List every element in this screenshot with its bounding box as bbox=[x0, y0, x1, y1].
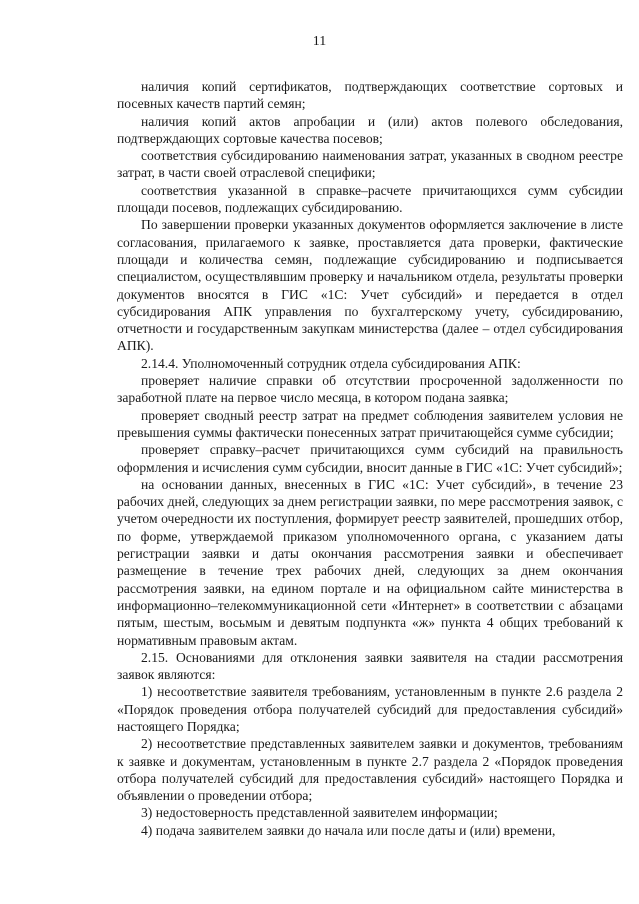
list-item: 4) подача заявителем заявки до начала или после даты и (или) времени, bbox=[141, 822, 556, 838]
list-item: 1) несоответствие заявителя требованиям, установленным в пункте 2.6 раздела 2 «Порядок проведения отбора получателей субсидий для предоставления субсидий» настоящего Порядка; bbox=[117, 684, 623, 734]
document-body bbox=[117, 78, 623, 839]
list-item: 3) недостоверность представленной заявителем информации; bbox=[141, 805, 498, 821]
paragraph: проверяет сводный реестр затрат на предмет соблюдения заявителем условия не превышения суммы фактически понесенных затрат причитающейся сумме субсидии; bbox=[117, 407, 623, 440]
paragraph: на основании данных, внесенных в ГИС «1С: Учет субсидий», в течение 23 рабочих дней, следующих за днем регистрации заявки, по мере рассмотрения заявок, с учетом очередности их поступления, формирует реестр заявителей, прошедших отбор, по форме, утверждаемой приказом уполномоченного органа, с указанием даты регистрации заявки и даты окончания рассмотрения заявки и обеспечивает размещение в течение трех рабочих дней, следующих за днем окончания рассмотрения заявки, на едином портале и на официальном сайте министерства в информационно–телекоммуникационной сети «Интернет» в соответствии с абзацами пятым, шестым, восьмым и девятым подпункта «ж» пункта 4 общих требований к нормативным правовым актам. bbox=[117, 476, 623, 648]
section-heading: 2.14.4. Уполномоченный сотрудник отдела субсидирования АПК: bbox=[141, 355, 521, 371]
list-item: 2) несоответствие представленных заявителем заявки и документов, требованиям к заявке и документам, установленным в пункте 2.7 раздела 2 «Порядок проведения отбора получателей субсидий для предоставления субсидий» настоящего Порядка и объявлении о проведении отбора; bbox=[117, 736, 623, 804]
paragraph: проверяет справку–расчет причитающихся сумм субсидий на правильность оформления и исчисления сумм субсидии, вносит данные в ГИС «1С: Учет субсидий»; bbox=[117, 442, 623, 475]
paragraph: соответствия указанной в справке–расчете причитающихся сумм субсидии площади посевов, подлежащих субсидированию. bbox=[117, 182, 623, 216]
paragraph: проверяет наличие справки об отсутствии просроченной задолженности по заработной плате на первое число месяца, в котором подана заявка; bbox=[117, 373, 623, 406]
paragraph: По завершении проверки указанных документов оформляется заключение в листе согласования, прилагаемого к заявке, проставляется дата проверки, фактические площади и количества семян, подлежащие субсидированию и подписывается специалистом, осуществлявшим проверку и начальником отдела, результаты проверки документов вносятся в ГИС «1С: Учет субсидий» и передается в отдел субсидирования АПК управления по бухгалтерскому учету, субсидированию, отчетности и государственным закупкам министерства (далее – отдел субсидирования АПК). bbox=[117, 217, 623, 354]
paragraph: наличия копий актов апробации и (или) актов полевого обследования, подтверждающих сортовые качества посевов; bbox=[117, 113, 623, 146]
page-number: 11 bbox=[312, 34, 327, 49]
section-heading: 2.15. Основаниями для отклонения заявки заявителя на стадии рассмотрения заявок являются: bbox=[117, 649, 623, 683]
paragraph: наличия копий сертификатов, подтверждающих соответствие сортовых и посевных качеств партий семян; bbox=[117, 79, 623, 112]
paragraph: соответствия субсидированию наименования затрат, указанных в сводном реестре затрат, в части своей отраслевой специфики; bbox=[117, 148, 623, 181]
